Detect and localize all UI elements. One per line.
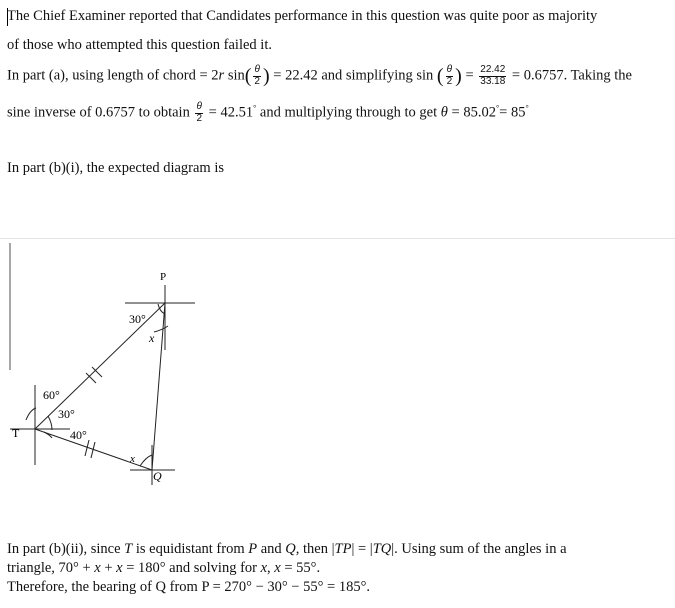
sin-word: sin (224, 67, 245, 84)
half-theta-numerator: θ (196, 101, 202, 112)
ratio-fraction (479, 65, 506, 87)
theta-over-two-fraction-2 (446, 65, 454, 87)
sin-word-2: sin (416, 67, 434, 84)
angle-arc-T-30 (48, 416, 52, 430)
theta-over-two-fraction (253, 65, 261, 87)
b-ii-P: P (248, 541, 258, 557)
radius-symbol: r (218, 67, 225, 84)
angle-label-x-top: x (149, 331, 155, 345)
degree-mark-3: ° (525, 103, 529, 113)
b-ii-TQ: TQ (372, 541, 392, 557)
angle-arc-Q-x (140, 455, 152, 466)
theta-symbol: θ (440, 104, 448, 121)
part-a-line2-text-1: sine inverse of 0.6757 to obtain (7, 104, 194, 121)
part-a-text-1: In part (a), using length of chord = 2 (7, 67, 219, 84)
part-b-ii-line-3: Therefore, the bearing of Q from P = 270° − 30° − 55° = 185°. (7, 579, 371, 595)
half-theta-denominator: 2 (196, 112, 203, 124)
part-a-line2-text-3: and multiplying through to get (256, 104, 441, 121)
b-ii-TP: TP (334, 541, 352, 557)
line-PQ (152, 303, 165, 470)
half-theta-fraction (195, 102, 203, 124)
intro-line-2: of those who attempted this question failed it. (7, 37, 272, 53)
b-ii-T: T (124, 541, 133, 557)
angle-label-30-top: 30° (129, 312, 146, 326)
b-ii-text-f: |. Using sum of the angles in a (391, 541, 567, 557)
part-a-line2-text-4: = 85.02 (447, 104, 496, 121)
fraction-two: 2 (254, 75, 260, 87)
fraction-two-2: 2 (446, 75, 453, 87)
label-P: P (160, 271, 167, 283)
section-divider (0, 238, 675, 239)
equals-sign: = (461, 67, 478, 84)
b-ii-Q: Q (285, 541, 296, 557)
paren-close: ) (262, 65, 270, 87)
b-ii-l2-d: , (267, 560, 275, 576)
ratio-numerator: 22.42 (480, 64, 506, 75)
label-T: T (12, 426, 20, 440)
part-b-ii-line-2 (7, 560, 320, 577)
part-a-text-3: = 0.6757. Taking the (508, 67, 632, 84)
b-ii-l2-a: triangle, 70° + (7, 560, 95, 576)
label-Q: Q (153, 469, 162, 483)
b-ii-text-b: is equidistant from (132, 541, 249, 557)
b-ii-text-e: | = | (351, 541, 373, 557)
paren-open-2: ( (436, 65, 444, 87)
part-a-line2-text-5: = 85 (499, 104, 526, 121)
b-ii-l2-b: + (100, 560, 117, 576)
part-a-line2-text-2: = 42.51 (205, 104, 254, 121)
fraction-theta: θ (254, 64, 260, 75)
part-a-text-2: = 22.42 and simplifying (269, 67, 417, 84)
b-ii-l2-e: = 55°. (280, 560, 321, 576)
degree-mark-2: ° (495, 103, 500, 113)
ratio-denominator: 33.18 (480, 75, 506, 87)
b-ii-x1: x (94, 560, 101, 576)
paren-close-2: ) (455, 65, 462, 87)
fraction-theta-2: θ (446, 64, 453, 75)
b-ii-l2-c: = 180° and solving for (122, 560, 261, 576)
b-ii-x3: x (260, 560, 268, 576)
b-ii-text-d: , then | (295, 541, 335, 557)
angle-label-x-bottom: x (130, 453, 135, 465)
angle-arc-P-x (154, 326, 168, 332)
b-ii-text-a: In part (b)(ii), since (7, 541, 125, 557)
paren-open: ( (244, 65, 252, 87)
degree-mark: ° (253, 103, 257, 113)
angle-label-60: 60° (43, 388, 60, 402)
angle-label-30: 30° (58, 407, 75, 421)
part-a-line-2 (7, 102, 529, 124)
angle-label-40: 40° (70, 428, 87, 442)
part-b-i-text: In part (b)(i), the expected diagram is (7, 160, 225, 176)
part-a-line-1 (7, 64, 632, 88)
bearing-diagram (0, 240, 675, 540)
b-ii-text-c: and (257, 541, 286, 557)
intro-line-1: The Chief Examiner reported that Candidates performance in this question was quite poor as majority (7, 8, 598, 24)
b-ii-x2: x (116, 560, 123, 576)
part-b-ii-line-1 (7, 541, 567, 558)
b-ii-x4: x (274, 560, 281, 576)
